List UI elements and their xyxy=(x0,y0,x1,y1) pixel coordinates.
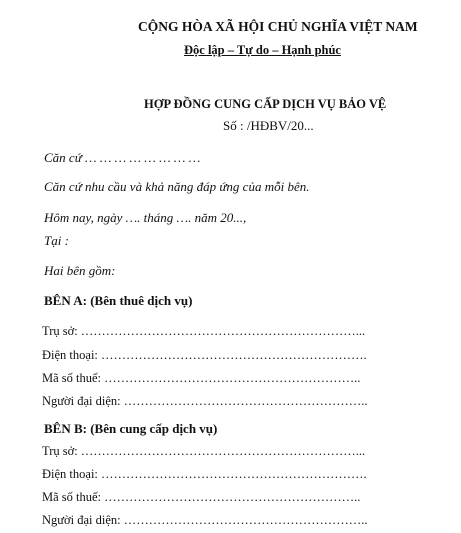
contract-number: Số : /HĐBV/20... xyxy=(223,118,314,133)
party-a-representative: Người đại diện: ………………………………………………….. xyxy=(42,394,368,408)
national-motto: Độc lập – Tự do – Hạnh phúc xyxy=(184,43,341,57)
party-b-tax-code: Mã số thuế: …………………………………………………….. xyxy=(42,490,361,504)
party-a-heading: BÊN A: (Bên thuê dịch vụ) xyxy=(44,293,193,308)
place-line: Tại : xyxy=(44,233,69,248)
basis-needs-line: Căn cứ nhu cầu và khả năng đáp ứng của mỗi bên. xyxy=(44,179,310,194)
date-line: Hôm nay, ngày …. tháng …. năm 20..., xyxy=(44,210,247,225)
party-b-heading: BÊN B: (Bên cung cấp dịch vụ) xyxy=(44,421,218,436)
party-a-phone: Điện thoại: ………………………………………………………. xyxy=(42,348,367,362)
parties-intro: Hai bên gồm: xyxy=(44,263,116,278)
party-b-address: Trụ sở: …………………………………………………………... xyxy=(42,444,366,458)
party-a-tax-code: Mã số thuế: …………………………………………………….. xyxy=(42,371,361,385)
basis-line: Căn cứ … … … … … … … … xyxy=(44,150,201,165)
party-b-phone: Điện thoại: ………………………………………………………. xyxy=(42,467,367,481)
party-a-address: Trụ sở: …………………………………………………………... xyxy=(42,324,366,338)
contract-title: HỢP ĐỒNG CUNG CẤP DỊCH VỤ BẢO VỆ xyxy=(144,97,387,111)
party-b-representative: Người đại diện: ………………………………………………….. xyxy=(42,513,368,527)
national-title: CỘNG HÒA XÃ HỘI CHỦ NGHĨA VIỆT NAM xyxy=(138,19,418,34)
